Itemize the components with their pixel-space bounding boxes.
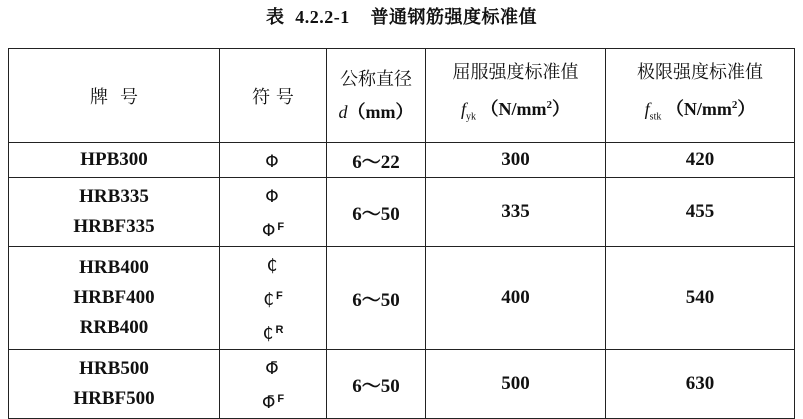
diameter-cell: 6～50 xyxy=(327,178,426,247)
diameter-cell: 6～50 xyxy=(327,350,426,419)
ultimate-cell: 455 xyxy=(606,178,795,247)
rebar-symbol-icon: Φ̄ xyxy=(265,359,279,379)
grade-cell: HPB300 xyxy=(9,143,220,178)
header-symbol: 符 号 xyxy=(220,49,327,143)
symbol-cell xyxy=(220,143,327,178)
yield-cell: 400 xyxy=(426,247,606,350)
header-ultimate-unit: $f_{stk}$ $(N/mm^2)$ xyxy=(644,99,756,123)
header-ultimate-label: 极限强度标准值 xyxy=(637,62,763,84)
rebar-symbol-icon: ₵ $^R$ xyxy=(262,324,284,344)
ultimate-cell: 630 xyxy=(606,350,795,419)
rebar-symbol-icon: ₵ $^F$ xyxy=(263,290,283,310)
rebar-strength-table xyxy=(8,48,795,419)
yield-cell: 300 xyxy=(426,143,606,178)
symbol-cell xyxy=(220,350,327,419)
table-row xyxy=(9,247,795,350)
table-row xyxy=(9,178,795,247)
rebar-symbol-icon: Φ xyxy=(265,187,279,207)
grade-cell: HRB500 HRBF500 xyxy=(9,350,220,419)
ultimate-cell: 540 xyxy=(606,247,795,350)
table-caption xyxy=(0,3,803,29)
table-row xyxy=(9,350,795,419)
symbol-cell xyxy=(220,178,327,247)
header-diameter xyxy=(327,49,426,143)
symbol-cell xyxy=(220,247,327,350)
diameter-cell: 6～50 xyxy=(327,247,426,350)
header-grade: 牌号 xyxy=(9,49,220,143)
rebar-symbol-icon: Φ $^F$ xyxy=(261,221,285,241)
caption-number: 4.2.2-1 xyxy=(295,7,350,27)
rebar-symbol-icon: ₵ xyxy=(266,256,278,276)
header-diameter-unit: d（mm） xyxy=(338,101,414,122)
header-yield-unit: $f_{yk}$ $(N/mm^2)$ xyxy=(460,99,570,123)
ultimate-cell: 420 xyxy=(606,143,795,178)
header-yield xyxy=(426,49,606,143)
yield-cell: 500 xyxy=(426,350,606,419)
rebar-symbol-icon: Φ̄ $^F$ xyxy=(261,393,285,413)
yield-cell: 335 xyxy=(426,178,606,247)
header-ultimate xyxy=(606,49,795,143)
rebar-symbol-icon: Φ xyxy=(265,152,279,172)
header-row xyxy=(9,49,795,143)
table-row xyxy=(9,143,795,178)
diameter-cell: 6～22 xyxy=(327,143,426,178)
caption-prefix: 表 xyxy=(265,7,285,28)
header-yield-label: 屈服强度标准值 xyxy=(452,62,579,84)
caption-title: 普通钢筋强度标准值 xyxy=(370,7,538,28)
grade-cell: HRB335 HRBF335 xyxy=(9,178,220,247)
header-diameter-label: 公称直径 xyxy=(340,68,412,90)
grade-cell: HRB400 HRBF400 RRB400 xyxy=(9,247,220,350)
